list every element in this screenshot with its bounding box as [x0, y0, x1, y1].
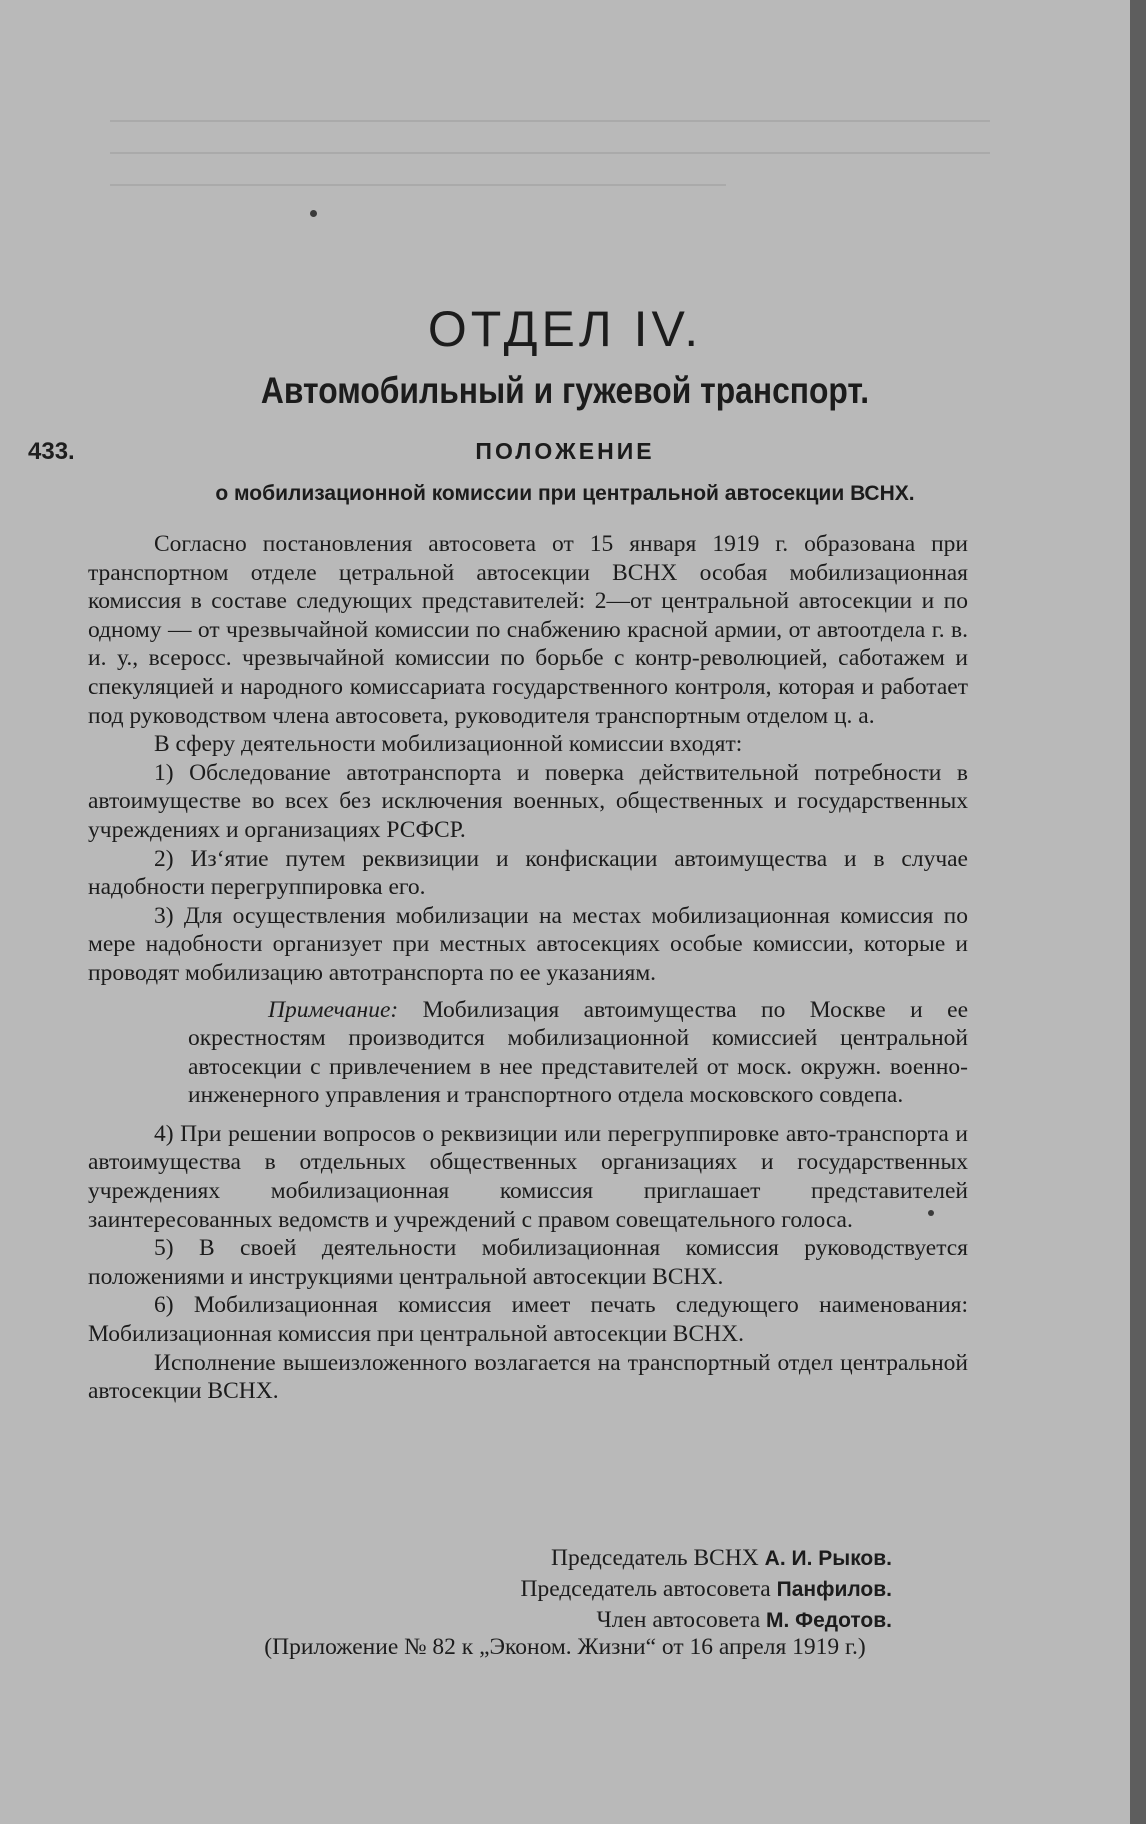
note-label: Примечание:	[268, 996, 399, 1023]
paragraph: 3) Для осуществления мобилизации на местах мобилизационная комиссия по мере надобности организует при местных автосекциях особые комиссии, которые и проводят мобилизацию автотранспорта по ее указаниям.	[88, 902, 968, 986]
section-subtitle: Автомобильный и гужевой транспорт.	[260, 370, 870, 411]
paragraph: 5) В своей деятельности мобилизационная комиссия руководствуется положениями и инструкциями центральной автосекции ВСНХ.	[88, 1235, 968, 1290]
source-citation: (Приложение № 82 к „Эконом. Жизни“ от 16 апреля 1919 г.)	[264, 1634, 866, 1660]
ink-speck	[310, 210, 317, 217]
signature-name: М. Федотов.	[766, 1609, 892, 1632]
note-text: Мобилизация автоимущества по Москве и ее окрестностям производится мобилизационной комиссией центральной автосекции с привлечением в нее представителей от моск. окружн. военно-инженерного управления и транспортного отдела московского совдепа.	[188, 996, 968, 1109]
margin-number: 433.	[28, 438, 75, 465]
signature-role: Председатель автосовета	[520, 1576, 771, 1602]
signature-line	[521, 1543, 893, 1574]
paragraph: 6) Мобилизационная комиссия имеет печать следующего наименования: Мобилизационная комиссия при центральной автосекции ВСНХ.	[88, 1292, 968, 1348]
note-paragraph	[188, 996, 968, 1110]
signature-role: Председатель ВСНХ	[551, 1545, 759, 1571]
section-title: ОТДЕЛ IV.	[427, 301, 703, 357]
document-subtitle: о мобилизационной комиссии при центральной автосекции ВСНХ.	[215, 482, 915, 505]
document-body	[88, 530, 968, 1406]
signature-role: Член автосовета	[596, 1607, 761, 1633]
signature-line	[521, 1605, 893, 1636]
paragraph: 1) Обследование автотранспорта и поверка действительной потребности в автоимуществе во всех без исключения военных, общественных и государственных учреждениях и организациях РСФСР.	[88, 759, 968, 843]
signature-line	[521, 1574, 893, 1605]
paragraph: 4) При решении вопросов о реквизиции или перегруппировке авто-транспорта и автоимущества в отдельных общественных организациях и государственных учреждениях мобилизационная комиссия приглашает представителей заинтересованных ведомств и учреждений с правом совещательного голоса.	[88, 1120, 968, 1233]
signature-block	[521, 1543, 893, 1636]
paragraph: Исполнение вышеизложенного возлагается на транспортный отдел центральной автосекции ВСНХ.	[88, 1349, 968, 1405]
document-title: ПОЛОЖЕНИЕ	[475, 438, 655, 464]
signature-name: А. И. Рыков.	[764, 1547, 892, 1570]
paragraph: В сферу деятельности мобилизационной комиссии входят:	[154, 731, 743, 758]
paragraph: Согласно постановления автосовета от 15 января 1919 г. образована при транспортном отделе цетральной автосекции ВСНХ особая мобилизационная комиссия в составе следующих представителей: 2—от центральной автосекции и по одному — от чрезвычайной комиссии по снабжению красной армии, от автоотдела г. в. и. у., всеросс. чрезвычайной комиссии по борьбе с контр-революцией, саботажем и спекуляцией и народного комиссариата государственного контроля, которая и работает под руководством члена автосовета, руководителя транспортным отделом ц. а.	[88, 531, 968, 729]
paragraph: 2) Из‘ятие путем реквизиции и конфискации автоимущества и в случае надобности перегруппировка его.	[88, 845, 968, 901]
signature-name: Панфилов.	[776, 1578, 892, 1601]
bleed-through-texture	[110, 110, 990, 260]
